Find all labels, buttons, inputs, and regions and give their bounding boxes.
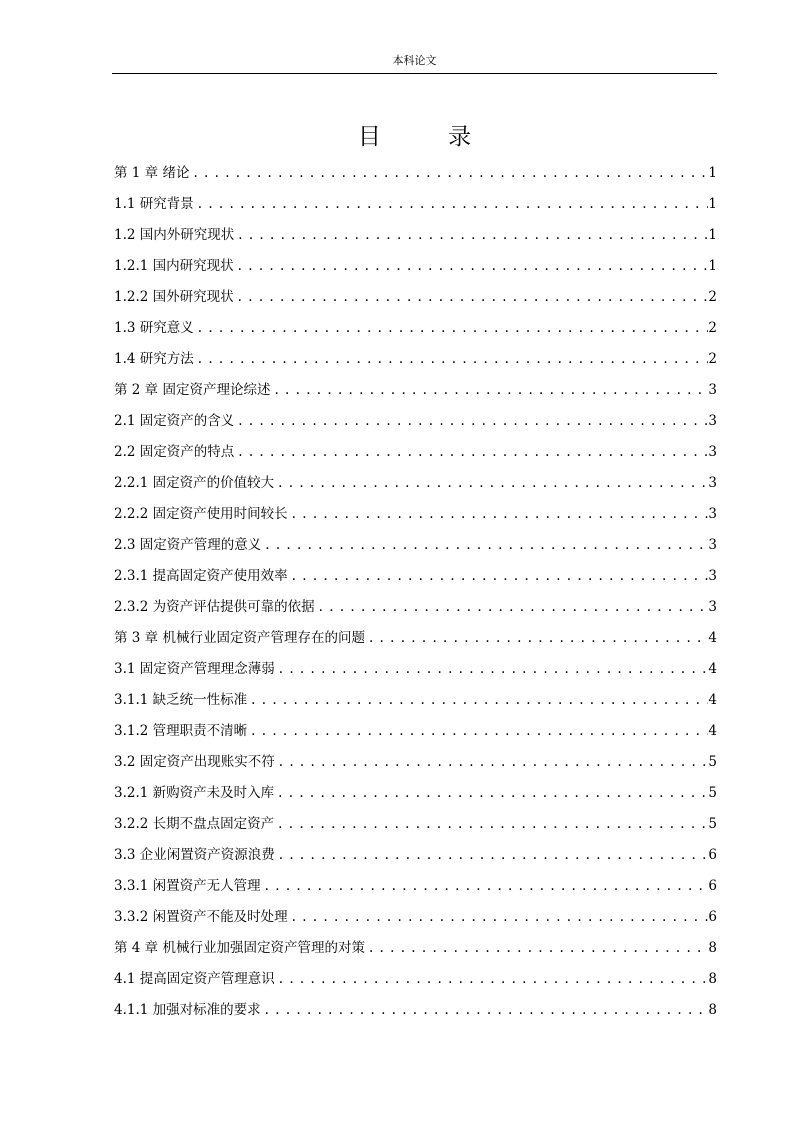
toc-entry-label: 2.3.1 提高固定资产使用效率 (114, 568, 288, 584)
toc-entry[interactable] (114, 998, 717, 1029)
toc-entry[interactable] (114, 905, 717, 936)
toc-entry[interactable] (114, 533, 717, 564)
toc-entry-label: 3.3.1 闲置资产无人管理 (114, 878, 261, 894)
toc-entry[interactable] (114, 316, 717, 347)
toc-leader-dots (247, 719, 708, 743)
toc-entry-label: 1.2.1 国内研究现状 (114, 258, 234, 274)
toc-leader-dots (234, 254, 709, 278)
toc-entry-label: 2.3 固定资产管理的意义 (114, 537, 262, 553)
toc-entry-page: 5 (708, 785, 717, 801)
toc-entry[interactable] (114, 285, 717, 316)
toc-entry-label: 3.3.2 闲置资产不能及时处理 (114, 909, 288, 925)
toc-entry-page: 4 (708, 692, 717, 708)
toc-entry-label: 3.2.1 新购资产未及时入库 (114, 785, 275, 801)
toc-entry-label: 4.1 提高固定资产管理意识 (114, 971, 275, 987)
toc-entry-page: 5 (708, 816, 717, 832)
toc-leader-dots (194, 316, 709, 340)
toc-leader-dots (261, 998, 709, 1022)
toc-entry-label: 1.2.2 国外研究现状 (114, 289, 234, 305)
toc-entry-page: 8 (708, 940, 717, 956)
toc-entry-label: 2.1 固定资产的含义 (114, 413, 235, 429)
toc-leader-dots (234, 440, 708, 464)
toc-leader-dots (275, 967, 709, 991)
toc-entry-page: 4 (708, 630, 717, 646)
toc-entry[interactable] (114, 502, 717, 533)
toc-entry[interactable] (114, 781, 717, 812)
toc-entry[interactable] (114, 936, 717, 967)
toc-leader-dots (194, 192, 709, 216)
toc-entry[interactable] (114, 719, 717, 750)
toc-leader-dots (365, 936, 708, 960)
toc-entry-label: 2.2.2 固定资产使用时间较长 (114, 506, 288, 522)
toc-entry-label: 2.3.2 为资产评估提供可靠的依据 (114, 599, 315, 615)
toc-leader-dots (234, 285, 709, 309)
toc-entry[interactable] (114, 688, 717, 719)
toc-entry-label: 第 2 章 固定资产理论综述 (114, 382, 271, 398)
toc-entry[interactable] (114, 564, 717, 595)
toc-entry-page: 1 (708, 196, 717, 212)
toc-leader-dots (234, 409, 708, 433)
toc-entry[interactable] (114, 409, 717, 440)
toc-leader-dots (274, 812, 708, 836)
toc-entry[interactable] (114, 161, 717, 192)
toc-leader-dots (288, 905, 709, 929)
toc-leader-dots (247, 688, 708, 712)
toc-leader-dots (274, 781, 708, 805)
toc-leader-dots (275, 843, 709, 867)
toc-entry-label: 1.3 研究意义 (114, 320, 194, 336)
toc-entry-page: 1 (708, 227, 717, 243)
toc-entry-label: 2.2 固定资产的特点 (114, 444, 235, 460)
page-header: 本科论文 (392, 54, 437, 67)
toc-entry[interactable] (114, 626, 717, 657)
header-rule (112, 73, 717, 74)
toc-entry-page: 3 (708, 568, 717, 584)
toc-entry[interactable] (114, 750, 717, 781)
toc-entry-page: 1 (708, 165, 717, 181)
toc-entry[interactable] (114, 440, 717, 471)
toc-entry-page: 6 (708, 847, 717, 863)
toc-entry-label: 1.2 国内外研究现状 (114, 227, 235, 243)
toc-entry[interactable] (114, 254, 717, 285)
toc-entry-page: 3 (708, 382, 717, 398)
toc-entry-page: 2 (708, 320, 717, 336)
toc-entry-label: 第 4 章 机械行业加强固定资产管理的对策 (114, 940, 365, 956)
toc-entry-page: 1 (708, 258, 717, 274)
toc-entry[interactable] (114, 192, 717, 223)
toc-entry-label: 3.1.2 管理职责不清晰 (114, 723, 248, 739)
toc-leader-dots (275, 750, 709, 774)
toc-entry[interactable] (114, 378, 717, 409)
toc-entry-page: 2 (708, 289, 717, 305)
toc-entry-label: 第 3 章 机械行业固定资产管理存在的问题 (114, 630, 365, 646)
toc-entry-page: 8 (708, 971, 717, 987)
toc-entry[interactable] (114, 223, 717, 254)
toc-leader-dots (189, 161, 708, 185)
toc-entry-label: 3.2.2 长期不盘点固定资产 (114, 816, 275, 832)
toc-entry-page: 4 (708, 661, 717, 677)
toc-entry-page: 3 (708, 599, 717, 615)
toc-entry[interactable] (114, 812, 717, 843)
toc-entry[interactable] (114, 347, 717, 378)
toc-entry-label: 4.1.1 加强对标准的要求 (114, 1002, 261, 1018)
toc-entry[interactable] (114, 657, 717, 688)
toc-entry-page: 8 (708, 1002, 717, 1018)
table-of-contents (114, 161, 717, 1029)
toc-entry-label: 3.3 企业闲置资产资源浪费 (114, 847, 275, 863)
toc-leader-dots (194, 347, 709, 371)
toc-entry-label: 3.2 固定资产出现账实不符 (114, 754, 275, 770)
toc-leader-dots (270, 378, 708, 402)
toc-entry-page: 2 (708, 351, 717, 367)
toc-entry-label: 第 1 章 绪论 (114, 165, 190, 181)
toc-entry-page: 5 (708, 754, 717, 770)
toc-leader-dots (288, 502, 709, 526)
toc-entry[interactable] (114, 967, 717, 998)
toc-entry[interactable] (114, 874, 717, 905)
toc-entry-page: 4 (708, 723, 717, 739)
toc-entry-label: 3.1 固定资产管理理念薄弱 (114, 661, 275, 677)
toc-leader-dots (261, 874, 709, 898)
toc-entry-label: 2.2.1 固定资产的价值较大 (114, 475, 275, 491)
toc-title: 目 录 (357, 124, 502, 150)
toc-leader-dots (275, 657, 709, 681)
toc-entry-page: 3 (708, 475, 717, 491)
toc-entry-page: 3 (708, 413, 717, 429)
toc-entry-label: 1.1 研究背景 (114, 196, 194, 212)
toc-entry-page: 6 (708, 878, 717, 894)
toc-leader-dots (288, 564, 709, 588)
toc-leader-dots (234, 223, 708, 247)
toc-leader-dots (365, 626, 708, 650)
toc-entry[interactable] (114, 843, 717, 874)
toc-entry-page: 3 (708, 444, 717, 460)
toc-entry-page: 3 (708, 506, 717, 522)
toc-entry-page: 3 (708, 537, 717, 553)
toc-entry-label: 1.4 研究方法 (114, 351, 194, 367)
toc-entry[interactable] (114, 595, 717, 626)
toc-leader-dots (261, 533, 708, 557)
toc-entry-label: 3.1.1 缺乏统一性标准 (114, 692, 248, 708)
toc-entry[interactable] (114, 471, 717, 502)
toc-leader-dots (315, 595, 709, 619)
toc-leader-dots (274, 471, 708, 495)
toc-entry-page: 6 (708, 909, 717, 925)
